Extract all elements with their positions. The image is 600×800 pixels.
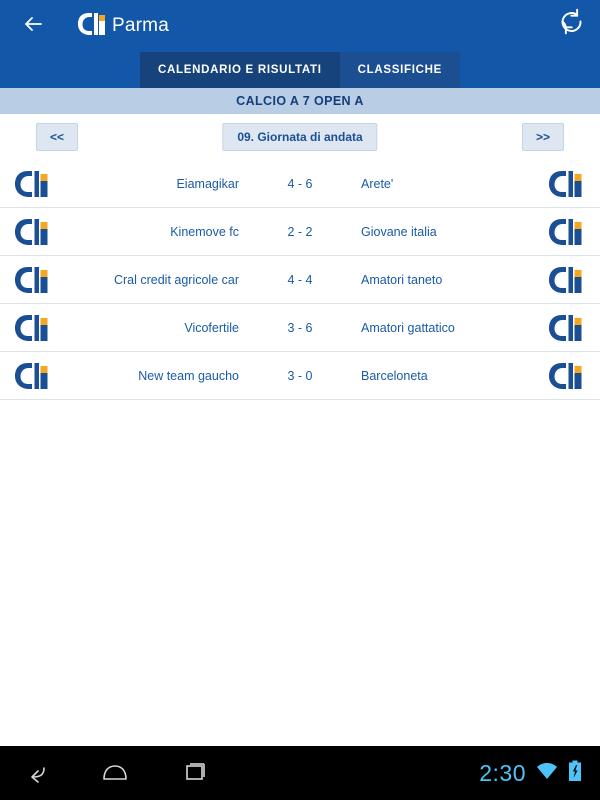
app-title: Parma bbox=[112, 14, 169, 36]
arrow-left-icon bbox=[21, 12, 45, 36]
away-team-crest-icon bbox=[546, 215, 588, 249]
away-team-crest-icon bbox=[546, 263, 588, 297]
previous-label: << bbox=[49, 130, 64, 144]
match-score: 3 - 6 bbox=[287, 320, 313, 335]
tab-calendario-e-risultati[interactable] bbox=[140, 52, 340, 88]
refresh-button[interactable] bbox=[556, 9, 586, 39]
table-row[interactable] bbox=[0, 352, 600, 400]
back-button[interactable] bbox=[16, 7, 50, 41]
away-team-crest-icon bbox=[546, 359, 588, 393]
system-navigation-bar bbox=[0, 746, 600, 800]
tab-bar bbox=[0, 48, 600, 88]
away-team-name: Amatori taneto bbox=[361, 272, 443, 287]
table-row[interactable] bbox=[0, 304, 600, 352]
match-score: 4 - 4 bbox=[287, 272, 313, 287]
clock: 2:30 bbox=[479, 759, 526, 786]
match-score: 2 - 2 bbox=[287, 224, 313, 239]
android-recents-icon[interactable] bbox=[178, 758, 212, 788]
home-team-crest-icon bbox=[12, 359, 54, 393]
tab-label: CLASSIFICHE bbox=[357, 64, 442, 76]
match-list bbox=[0, 160, 600, 746]
table-row[interactable] bbox=[0, 256, 600, 304]
match-score: 3 - 0 bbox=[287, 368, 313, 383]
matchday-nav bbox=[0, 114, 600, 160]
tab-label: CALENDARIO E RISULTATI bbox=[158, 64, 322, 76]
csi-logo-icon bbox=[76, 9, 110, 39]
home-team-name: New team gaucho bbox=[138, 368, 239, 383]
home-team-name: Eiamagikar bbox=[176, 176, 239, 191]
category-label: CALCIO A 7 OPEN A bbox=[236, 94, 364, 108]
home-team-name: Vicofertile bbox=[184, 320, 239, 335]
android-back-icon[interactable] bbox=[18, 758, 52, 788]
tab-classifiche[interactable] bbox=[340, 52, 460, 88]
next-matchday-button[interactable] bbox=[522, 123, 564, 151]
away-team-name: Arete' bbox=[361, 176, 394, 191]
wifi-icon bbox=[535, 761, 559, 786]
tab-strip bbox=[140, 52, 460, 88]
home-team-crest-icon bbox=[12, 263, 54, 297]
home-team-crest-icon bbox=[12, 167, 54, 201]
away-team-name: Barceloneta bbox=[361, 368, 428, 383]
home-team-crest-icon bbox=[12, 215, 54, 249]
battery-charging-icon bbox=[568, 760, 582, 787]
status-area bbox=[479, 760, 582, 787]
android-home-icon[interactable] bbox=[98, 758, 132, 788]
away-team-name: Amatori gattatico bbox=[361, 320, 455, 335]
next-label: >> bbox=[535, 130, 550, 144]
refresh-icon bbox=[558, 8, 585, 40]
table-row[interactable] bbox=[0, 208, 600, 256]
app-bar bbox=[0, 0, 600, 48]
brand bbox=[76, 9, 169, 39]
table-row[interactable] bbox=[0, 160, 600, 208]
away-team-name: Giovane italia bbox=[361, 224, 437, 239]
matchday-selector[interactable] bbox=[222, 123, 377, 151]
away-team-crest-icon bbox=[546, 167, 588, 201]
match-score: 4 - 6 bbox=[287, 176, 313, 191]
home-team-name: Kinemove fc bbox=[170, 224, 239, 239]
home-team-crest-icon bbox=[12, 311, 54, 345]
system-nav-icons bbox=[18, 758, 212, 788]
category-banner bbox=[0, 88, 600, 114]
away-team-crest-icon bbox=[546, 311, 588, 345]
home-team-name: Cral credit agricole car bbox=[113, 272, 239, 287]
previous-matchday-button[interactable] bbox=[36, 123, 78, 151]
matchday-label: 09. Giornata di andata bbox=[237, 130, 363, 144]
